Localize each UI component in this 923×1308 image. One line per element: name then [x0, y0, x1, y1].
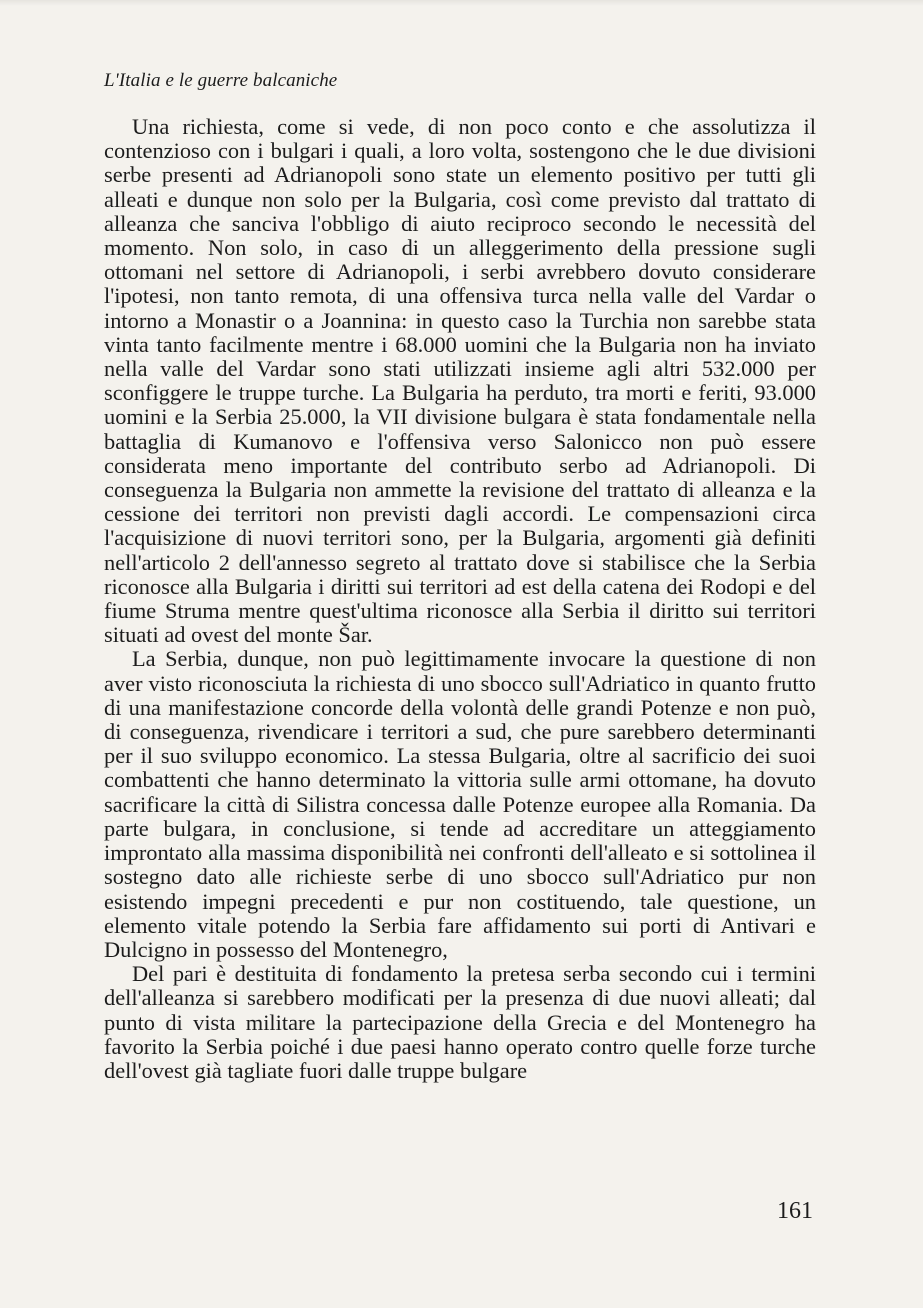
paragraph-2: La Serbia, dunque, non può legittimamente invocare la questione di non aver visto riconosciuta la richiesta di uno sbocco sull'Adriatico in quanto frutto di una manifestazione concorde della volontà delle grandi Potenze e non può, di conseguenza, rivendicare i territori a sud, che pure sarebbero determinanti per il suo sviluppo economico. La stessa Bulgaria, oltre al sacrificio dei suoi combattenti che hanno determinato la vittoria sulle armi ottomane, ha dovuto sacrificare la città di Silistra concessa dalle Potenze europee alla Romania. Da parte bulgara, in conclusione, si tende ad accreditare un atteggiamento improntato alla massima disponibilità nei confronti dell'alleato e si sottolinea il sostegno dato alle richieste serbe di uno sbocco sull'Adriatico pur non esistendo impegni precedenti e pur non costituendo, tale questione, un elemento vitale potendo la Serbia fare affidamento sui porti di Antivari e Dulcigno in possesso del Montenegro, — [104, 646, 816, 962]
paragraph-1: Una richiesta, come si vede, di non poco conto e che assolutizza il contenzioso con i bulgari i quali, a loro volta, sostengono che le due divisioni serbe presenti ad Adrianopoli sono state un elemento positivo per tutti gli alleati e dunque non solo per la Bulgaria, così come previsto dal trattato di alleanza che sanciva l'obbligo di aiuto reciproco secondo le necessità del momento. Non solo, in caso di un alleggerimento della pressione sugli ottomani nel settore di Adrianopoli, i serbi avrebbero dovuto considerare l'ipotesi, non tanto remota, di una offensiva turca nella valle del Vardar o intorno a Monastir o a Joannina: in questo caso la Turchia non sarebbe stata vinta tanto facilmente mentre i 68.000 uomini che la Bulgaria non ha inviato nella valle del Vardar sono stati utilizzati insieme agli altri 532.000 per sconfiggere le truppe turche. La Bulgaria ha perduto, tra morti e feriti, 93.000 uomini e la Serbia 25.000, la VII divisione bulgara è stata fondamentale nella battaglia di Kumanovo e l'offensiva verso Salonicco non può essere considerata meno importante del contributo serbo ad Adrianopoli. Di conseguenza la Bulgaria non ammette la revisione del trattato di alleanza e la cessione dei territori non previsti dagli accordi. Le compensazioni circa l'acquisizione di nuovi territori sono, per la Bulgaria, argomenti già definiti nell'articolo 2 dell'annesso segreto al trattato dove si stabilisce che la Serbia riconosce alla Bulgaria i diritti sui territori ad est della catena dei Rodopi e del fiume Struma mentre quest'ultima riconosce alla Serbia il diritto sui territori situati ad ovest del monte Šar. — [104, 114, 816, 648]
page-number: 161 — [777, 1198, 813, 1224]
body-text — [104, 115, 816, 1083]
scan-edge-shadow — [0, 0, 923, 6]
paragraph-3: Del pari è destituita di fondamento la pretesa serba secondo cui i termini dell'alleanza si sarebbero modificati per la presenza di due nuovi alleati; dal punto di vista militare la partecipazione della Grecia e del Montenegro ha favorito la Serbia poiché i due paesi hanno operato contro quelle forze turche dell'ovest già tagliate fuori dalle truppe bulgare — [104, 961, 816, 1083]
running-title: L'Italia e le guerre balcaniche — [104, 70, 338, 91]
